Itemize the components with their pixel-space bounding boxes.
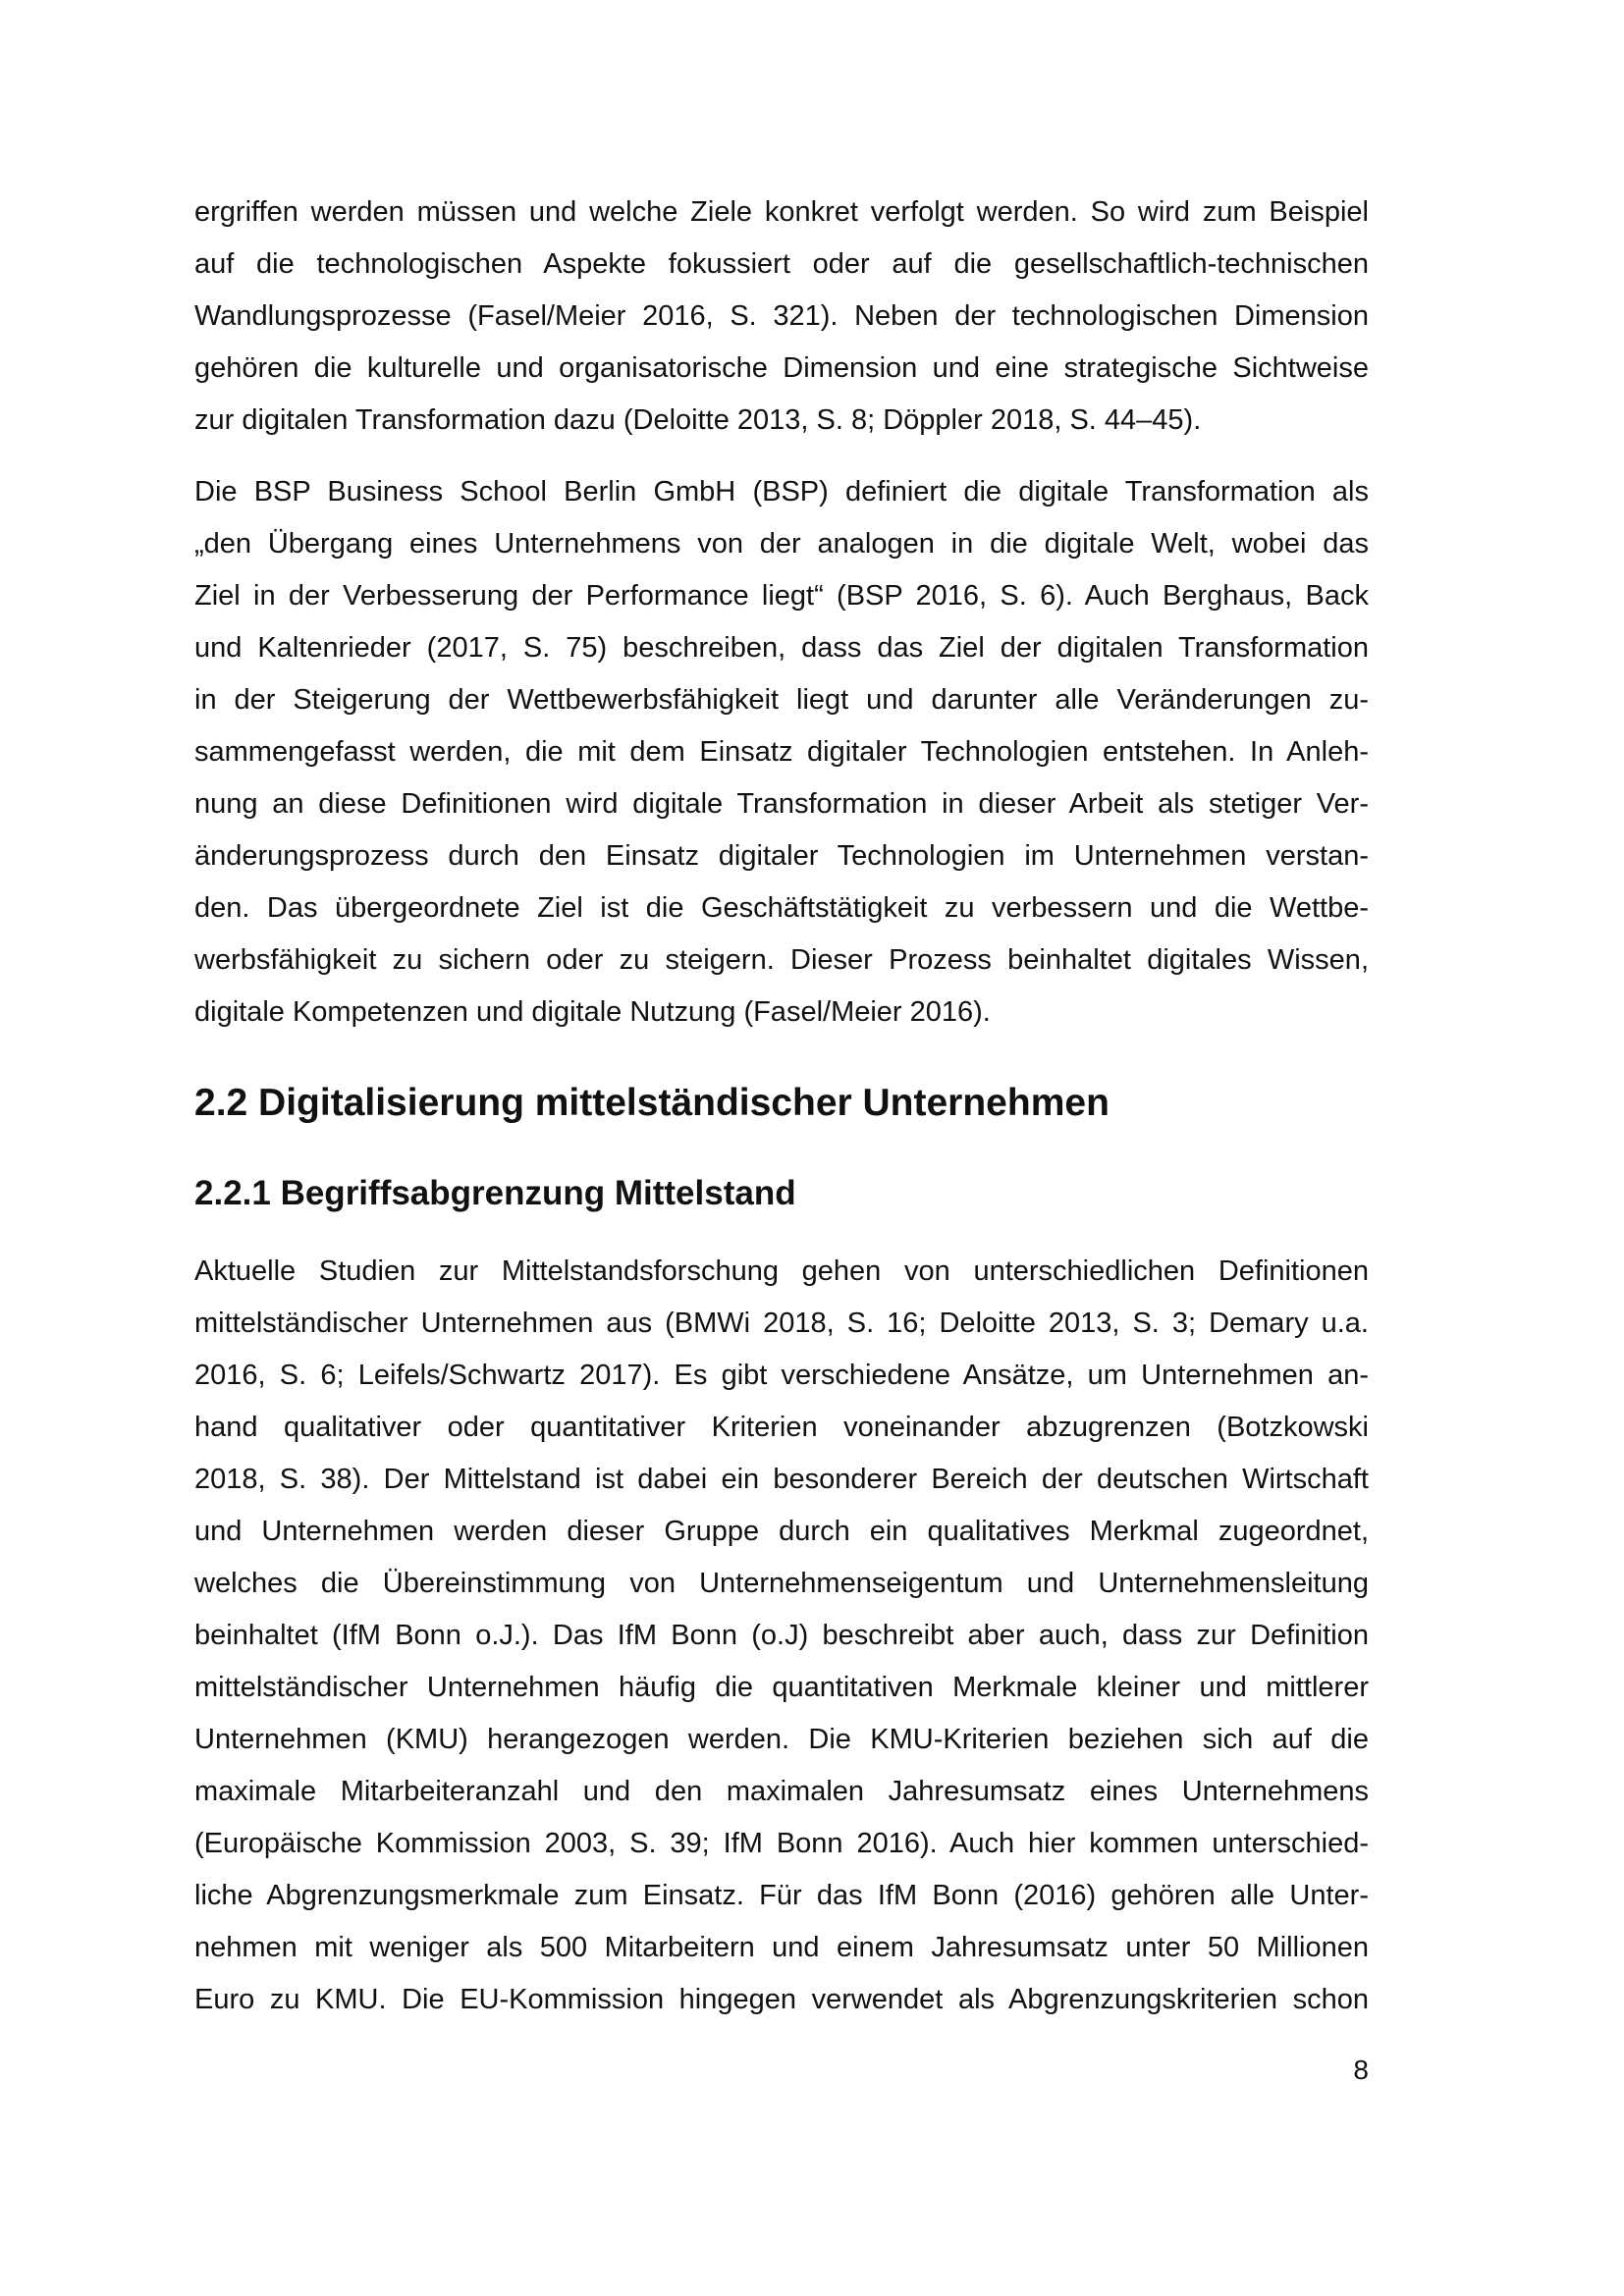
paragraph-line: werbsfähigkeit zu sichern oder zu steigern. Dieser Prozess beinhaltet digitales Wissen, (194, 944, 1369, 976)
paragraph-3 (194, 1246, 1369, 2026)
paragraph-line: Euro zu KMU. Die EU-Kommission hingegen verwendet als Abgrenzungskriterien schon (194, 1984, 1369, 2015)
paragraph-line: sammengefasst werden, die mit dem Einsatz digitaler Technologien entstehen. In Anleh- (194, 736, 1369, 768)
paragraph-line: mittelständischer Unternehmen häufig die quantitativen Merkmale kleiner und mittlerer (194, 1672, 1369, 1703)
paragraph-line: nehmen mit weniger als 500 Mitarbeitern und einem Jahresumsatz unter 50 Millionen (194, 1932, 1369, 1963)
paragraph-line: Ziel in der Verbesserung der Performance liegt“ (BSP 2016, S. 6). Auch Berghaus, Back (194, 580, 1369, 612)
paragraph-line: digitale Kompetenzen und digitale Nutzung (Fasel/Meier 2016). (194, 996, 991, 1028)
page-number: 8 (1353, 2055, 1369, 2085)
paragraph-line: und Unternehmen werden dieser Gruppe durch ein qualitatives Merkmal zugeordnet, (194, 1516, 1369, 1547)
paragraph-line: Wandlungsprozesse (Fasel/Meier 2016, S. 321). Neben der technologischen Dimension (194, 300, 1369, 332)
paragraph-line: nung an diese Definitionen wird digitale Transformation in dieser Arbeit als stetiger Ver- (194, 788, 1369, 820)
paragraph-line: liche Abgrenzungsmerkmale zum Einsatz. Für das IfM Bonn (2016) gehören alle Unter- (194, 1880, 1369, 1911)
paragraph-line: hand qualitativer oder quantitativer Kriterien voneinander abzugrenzen (Botzkowski (194, 1412, 1369, 1443)
paragraph-line: 2016, S. 6; Leifels/Schwartz 2017). Es gibt verschiedene Ansätze, um Unternehmen an- (194, 1360, 1369, 1391)
section-heading: 2.2 Digitalisierung mittelständischer Unternehmen (194, 1082, 1110, 1124)
paragraph-line: beinhaltet (IfM Bonn o.J.). Das IfM Bonn (o.J) beschreibt aber auch, dass zur Definition (194, 1620, 1369, 1651)
paragraph-line: mittelständischer Unternehmen aus (BMWi 2018, S. 16; Deloitte 2013, S. 3; Demary u.a. (194, 1308, 1369, 1339)
paragraph-2 (194, 466, 1369, 1039)
paragraph-line: gehören die kulturelle und organisatorische Dimension und eine strategische Sichtweise (194, 352, 1369, 384)
paragraph-line: „den Übergang eines Unternehmens von der analogen in die digitale Welt, wobei das (194, 528, 1369, 560)
paragraph-1 (194, 187, 1369, 447)
paragraph-line: 2018, S. 38). Der Mittelstand ist dabei ein besonderer Bereich der deutschen Wirtschaft (194, 1464, 1369, 1495)
subsection-heading: 2.2.1 Begriffsabgrenzung Mittelstand (194, 1174, 796, 1212)
paragraph-line: ergriffen werden müssen und welche Ziele konkret verfolgt werden. So wird zum Beispiel (194, 196, 1369, 228)
paragraph-line: welches die Übereinstimmung von Unternehmenseigentum und Unternehmensleitung (194, 1568, 1369, 1599)
paragraph-line: Die BSP Business School Berlin GmbH (BSP) definiert die digitale Transformation als (194, 476, 1369, 507)
paragraph-line: änderungsprozess durch den Einsatz digitaler Technologien im Unternehmen verstan- (194, 840, 1369, 872)
paragraph-line: Unternehmen (KMU) herangezogen werden. Die KMU-Kriterien beziehen sich auf die (194, 1724, 1369, 1755)
paragraph-line: (Europäische Kommission 2003, S. 39; IfM Bonn 2016). Auch hier kommen unterschied- (194, 1828, 1369, 1859)
paragraph-line: maximale Mitarbeiteranzahl und den maximalen Jahresumsatz eines Unternehmens (194, 1776, 1369, 1807)
paragraph-line: Aktuelle Studien zur Mittelstandsforschung gehen von unterschiedlichen Definitionen (194, 1255, 1369, 1287)
paragraph-line: in der Steigerung der Wettbewerbsfähigkeit liegt und darunter alle Veränderungen zu- (194, 684, 1369, 716)
paragraph-line: auf die technologischen Aspekte fokussiert oder auf die gesellschaftlich-technischen (194, 248, 1369, 280)
paragraph-line: den. Das übergeordnete Ziel ist die Geschäftstätigkeit zu verbessern und die Wettbe- (194, 892, 1369, 924)
paragraph-line: und Kaltenrieder (2017, S. 75) beschreiben, dass das Ziel der digitalen Transformation (194, 632, 1369, 664)
paragraph-line: zur digitalen Transformation dazu (Deloitte 2013, S. 8; Döppler 2018, S. 44–45). (194, 404, 1202, 436)
